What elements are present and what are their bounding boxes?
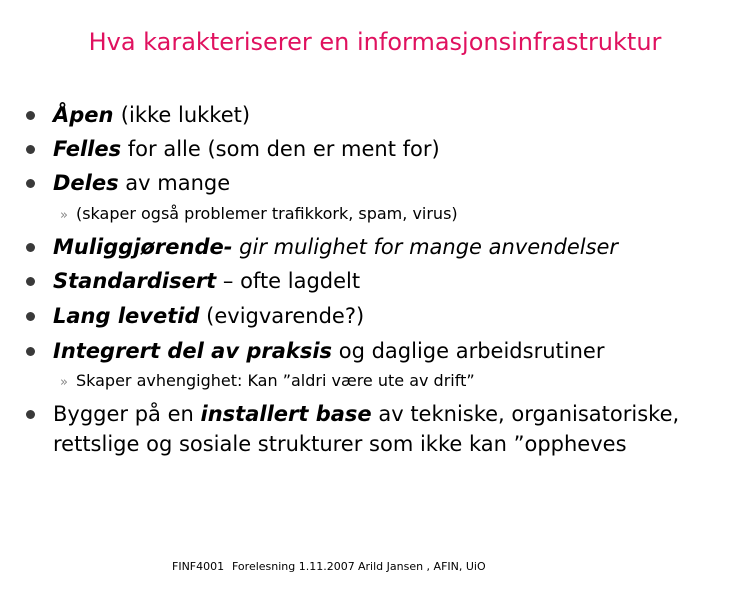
bullet-text: (ikke lukket): [120, 103, 251, 127]
bullet-dot-icon: [26, 312, 35, 321]
bullet-text: av mange: [118, 171, 231, 195]
sub-bullet-marker: »: [60, 208, 68, 223]
bullet-emphasis: Åpen: [53, 103, 121, 127]
sub-bullet-marker: »: [60, 375, 68, 390]
footer-author: Arild Jansen , AFIN, UiO: [358, 560, 486, 573]
bullet-text: gir mulighet for mange anvendelser: [232, 235, 619, 259]
bullet-dot-icon: [26, 145, 35, 154]
bullet-text: – ofte lagdelt: [216, 269, 361, 293]
bullet-emphasis: Standardisert: [53, 269, 217, 293]
sub-bullet-text: Skaper avhengighet: Kan ”aldri være ute av drift”: [75, 371, 475, 390]
bullet-dot-icon: [26, 243, 35, 252]
bullet-emphasis: Muliggjørende-: [53, 235, 233, 259]
sub-bullet: [60, 370, 475, 394]
sub-bullet-text: (skaper også problemer trafikkork, spam, virus): [75, 204, 458, 223]
bullet-dot-icon: [26, 111, 35, 120]
bullet-dot-icon: [26, 347, 35, 356]
bullet-text: (evigvarende?): [199, 304, 365, 328]
bullet-dot-icon: [26, 179, 35, 188]
bullet-prefix: Bygger på en: [53, 402, 201, 426]
footer-course: FINF4001: [172, 560, 225, 573]
slide-title: Hva karakteriserer en informasjonsinfrastruktur: [88, 28, 662, 56]
bullet-emphasis: Felles: [53, 137, 122, 161]
bullet-dot-icon: [26, 277, 35, 286]
bullet-emphasis: installert base: [200, 402, 372, 426]
bullet-text: av tekniske, organisatoriske, rettslige og sosiale strukturer som ikke kan ”oppheves: [53, 402, 680, 456]
bullet-text: for alle (som den er ment for): [121, 137, 440, 161]
sub-bullet: [60, 203, 458, 227]
bullet-dot-icon: [26, 410, 35, 419]
bullet-emphasis: Lang levetid: [53, 304, 200, 328]
bullet-emphasis: Integrert del av praksis: [53, 339, 333, 363]
footer-lecture: Forelesning 1.11.2007: [232, 560, 355, 573]
bullet-emphasis: Deles: [53, 171, 119, 195]
bullet-text: og daglige arbeidsrutiner: [332, 339, 605, 363]
